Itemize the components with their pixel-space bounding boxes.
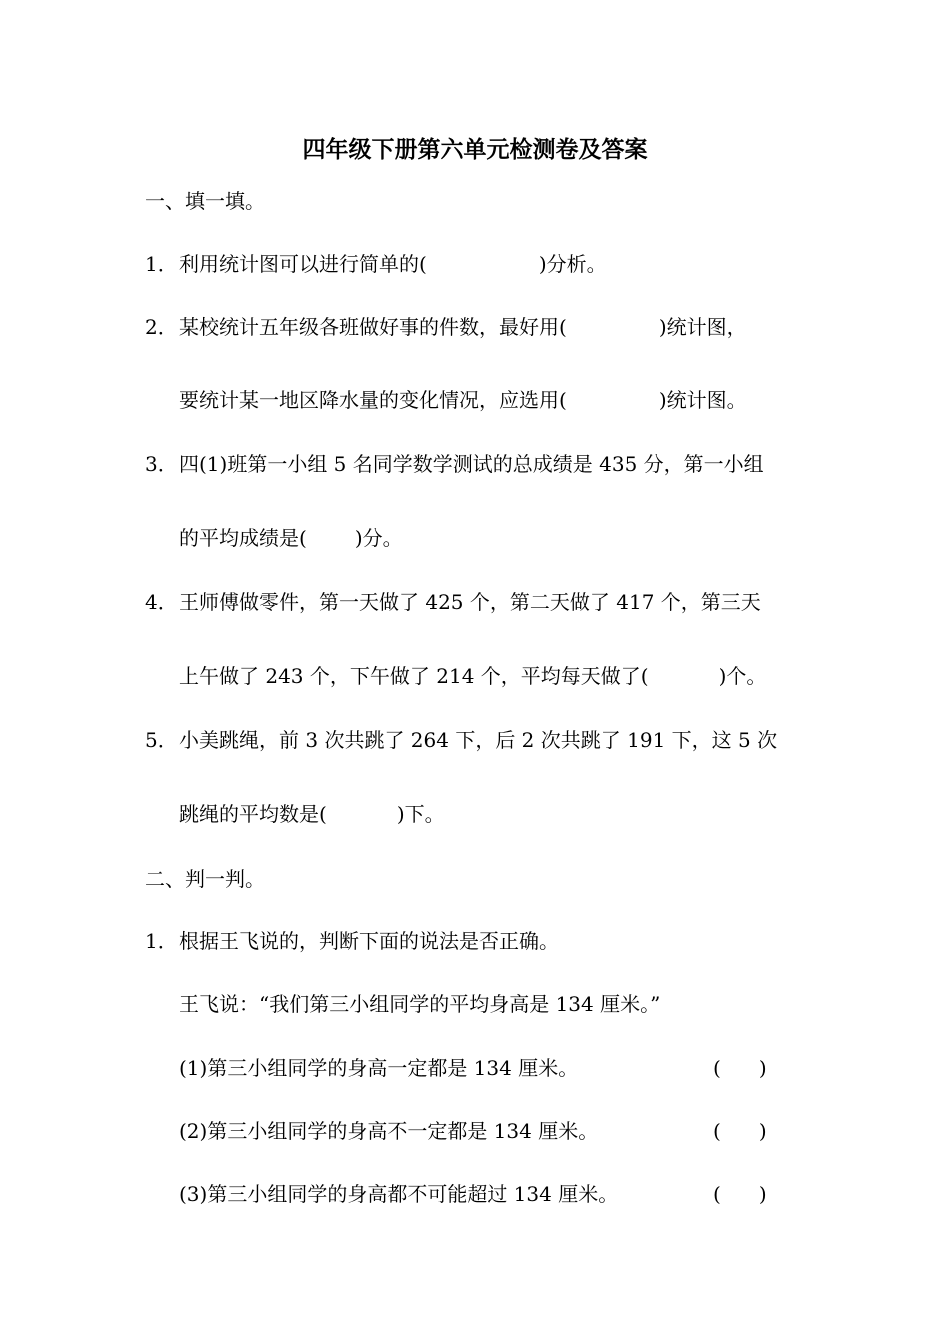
question-text: 根据王飞说的，判断下面的说法是否正确。: [179, 929, 559, 953]
question-1: [145, 250, 607, 278]
section-heading-judge: 二、判一判。: [145, 867, 265, 891]
judge-question-1: [145, 927, 559, 955]
question-5-line-1: [145, 726, 777, 754]
judge-item-2: (2)第三小组同学的身高不一定都是 134 厘米。: [179, 1119, 599, 1143]
question-text: )下。: [396, 802, 445, 826]
question-number: 1．: [145, 252, 178, 276]
question-number: 1．: [145, 929, 178, 953]
question-text: 的平均成绩是(: [179, 526, 307, 550]
section-heading-fill: 一、填一填。: [145, 189, 265, 213]
question-5-line-2: [179, 800, 445, 828]
question-text: 要统计某一地区降水量的变化情况，应选用(: [179, 388, 567, 412]
question-4-line-2: [179, 662, 766, 690]
quote-text: 王飞说：“我们第三小组同学的平均身高是 134 厘米。”: [179, 992, 661, 1016]
judge-answer-box-3[interactable]: ( ): [713, 1182, 767, 1206]
question-number: 2．: [145, 315, 178, 339]
page-title: 四年级下册第六单元检测卷及答案: [302, 137, 648, 163]
question-number: 3．: [145, 452, 178, 476]
question-text: )个。: [718, 664, 767, 688]
question-2-line-2: [179, 386, 747, 414]
question-text: )分。: [354, 526, 403, 550]
question-number: 4．: [145, 590, 178, 614]
judge-item-1: (1)第三小组同学的身高一定都是 134 厘米。: [179, 1056, 579, 1080]
question-text: )统计图，: [658, 315, 747, 339]
judge-answer-box-1[interactable]: ( ): [713, 1056, 767, 1080]
question-4-line-1: [145, 588, 761, 616]
question-number: 5．: [145, 728, 178, 752]
question-text: 跳绳的平均数是(: [179, 802, 327, 826]
question-text: )统计图。: [658, 388, 747, 412]
judge-item-3: (3)第三小组同学的身高都不可能超过 134 厘米。: [179, 1182, 619, 1206]
judge-answer-box-2[interactable]: ( ): [713, 1119, 767, 1143]
question-text: 小美跳绳，前 3 次共跳了 264 下，后 2 次共跳了 191 下，这 5 次: [179, 728, 778, 752]
question-3-line-2: [179, 524, 403, 552]
question-text: )分析。: [538, 252, 607, 276]
question-text: 利用统计图可以进行简单的(: [179, 252, 427, 276]
question-text: 四(1)班第一小组 5 名同学数学测试的总成绩是 435 分，第一小组: [179, 452, 764, 476]
question-text: 王师傅做零件，第一天做了 425 个，第二天做了 417 个，第三天: [179, 590, 761, 614]
question-3-line-1: [145, 450, 764, 478]
question-text: 上午做了 243 个，下午做了 214 个，平均每天做了(: [179, 664, 649, 688]
question-2-line-1: [145, 313, 747, 341]
question-text: 某校统计五年级各班做好事的件数，最好用(: [179, 315, 567, 339]
